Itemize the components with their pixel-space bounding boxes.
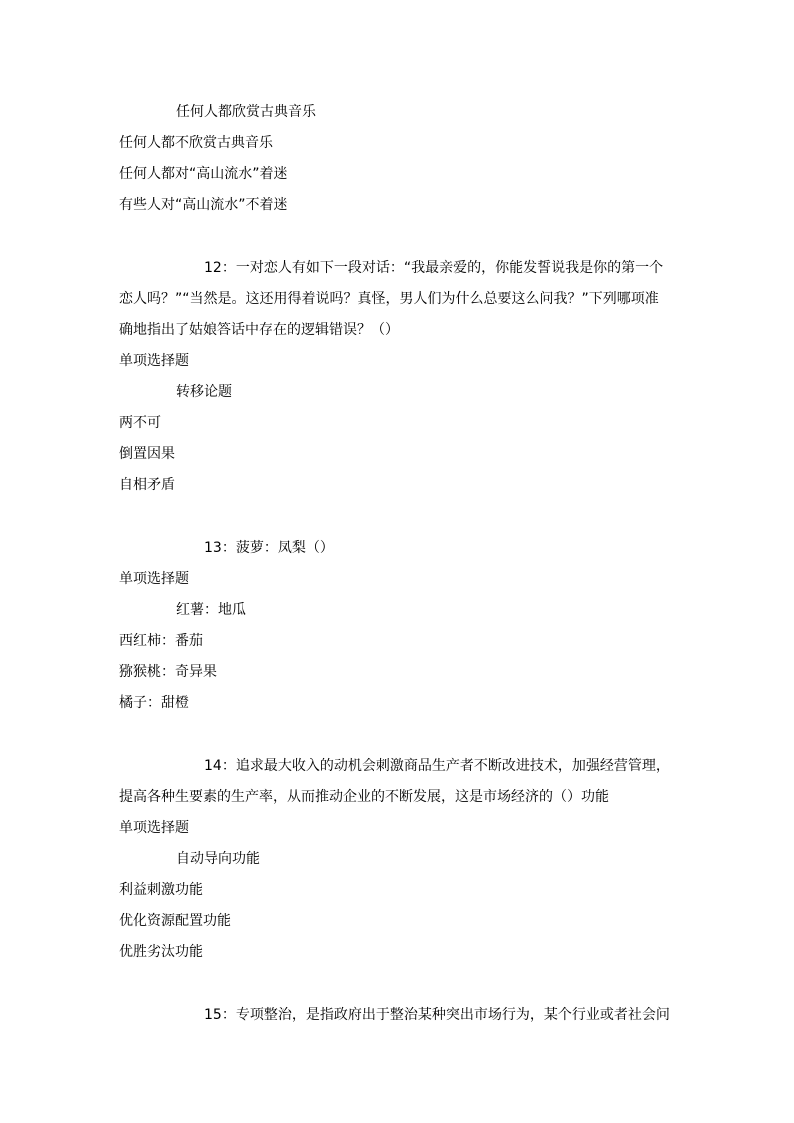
q14-stem-line-1: 14：追求最大收入的动机会刺激商品生产者不断改进技术，加强经营管理， — [204, 758, 670, 774]
q12-stem-line-3: 确地指出了姑娘答话中存在的逻辑错误？（） — [119, 322, 399, 338]
prev-option-a: 任何人都欣赏古典音乐 — [176, 104, 316, 120]
q12-option-d: 自相矛盾 — [119, 477, 175, 493]
q12-stem-line-1: 12：一对恋人有如下一段对话：“我最亲爱的，你能发誓说我是你的第一个 — [204, 260, 664, 276]
q14-stem-line-2: 提高各种生要素的生产率，从而推动企业的不断发展，这是市场经济的（）功能 — [119, 789, 609, 805]
q14-option-d: 优胜劣汰功能 — [119, 944, 203, 960]
q13-stem-line-1: 13：菠萝：凤梨（） — [204, 540, 334, 556]
q14-option-a: 自动导向功能 — [176, 851, 260, 867]
q14-option-b: 利益刺激功能 — [119, 882, 203, 898]
prev-option-d: 有些人对“高山流水”不着迷 — [119, 197, 288, 213]
prev-option-c: 任何人都对“高山流水”着迷 — [119, 166, 288, 182]
q13-option-d: 橘子：甜橙 — [119, 695, 189, 711]
q12-option-b: 两不可 — [119, 415, 161, 431]
q13-option-a: 红薯：地瓜 — [176, 602, 246, 618]
q12-option-a: 转移论题 — [176, 384, 232, 400]
q13-type: 单项选择题 — [119, 571, 189, 587]
q14-type: 单项选择题 — [119, 820, 189, 836]
q13-option-b: 西红柿：番茄 — [119, 633, 203, 649]
q15-stem-line-1: 15：专项整治，是指政府出于整治某种突出市场行为，某个行业或者社会问 — [204, 1007, 670, 1023]
q12-stem-line-2: 恋人吗？”“当然是。这还用得着说吗？真怪，男人们为什么总要这么问我？”下列哪项准 — [119, 291, 659, 307]
q12-type: 单项选择题 — [119, 353, 189, 369]
q13-option-c: 猕猴桃：奇异果 — [119, 664, 217, 680]
prev-option-b: 任何人都不欣赏古典音乐 — [119, 135, 273, 151]
q14-option-c: 优化资源配置功能 — [119, 913, 231, 929]
q12-option-c: 倒置因果 — [119, 446, 175, 462]
